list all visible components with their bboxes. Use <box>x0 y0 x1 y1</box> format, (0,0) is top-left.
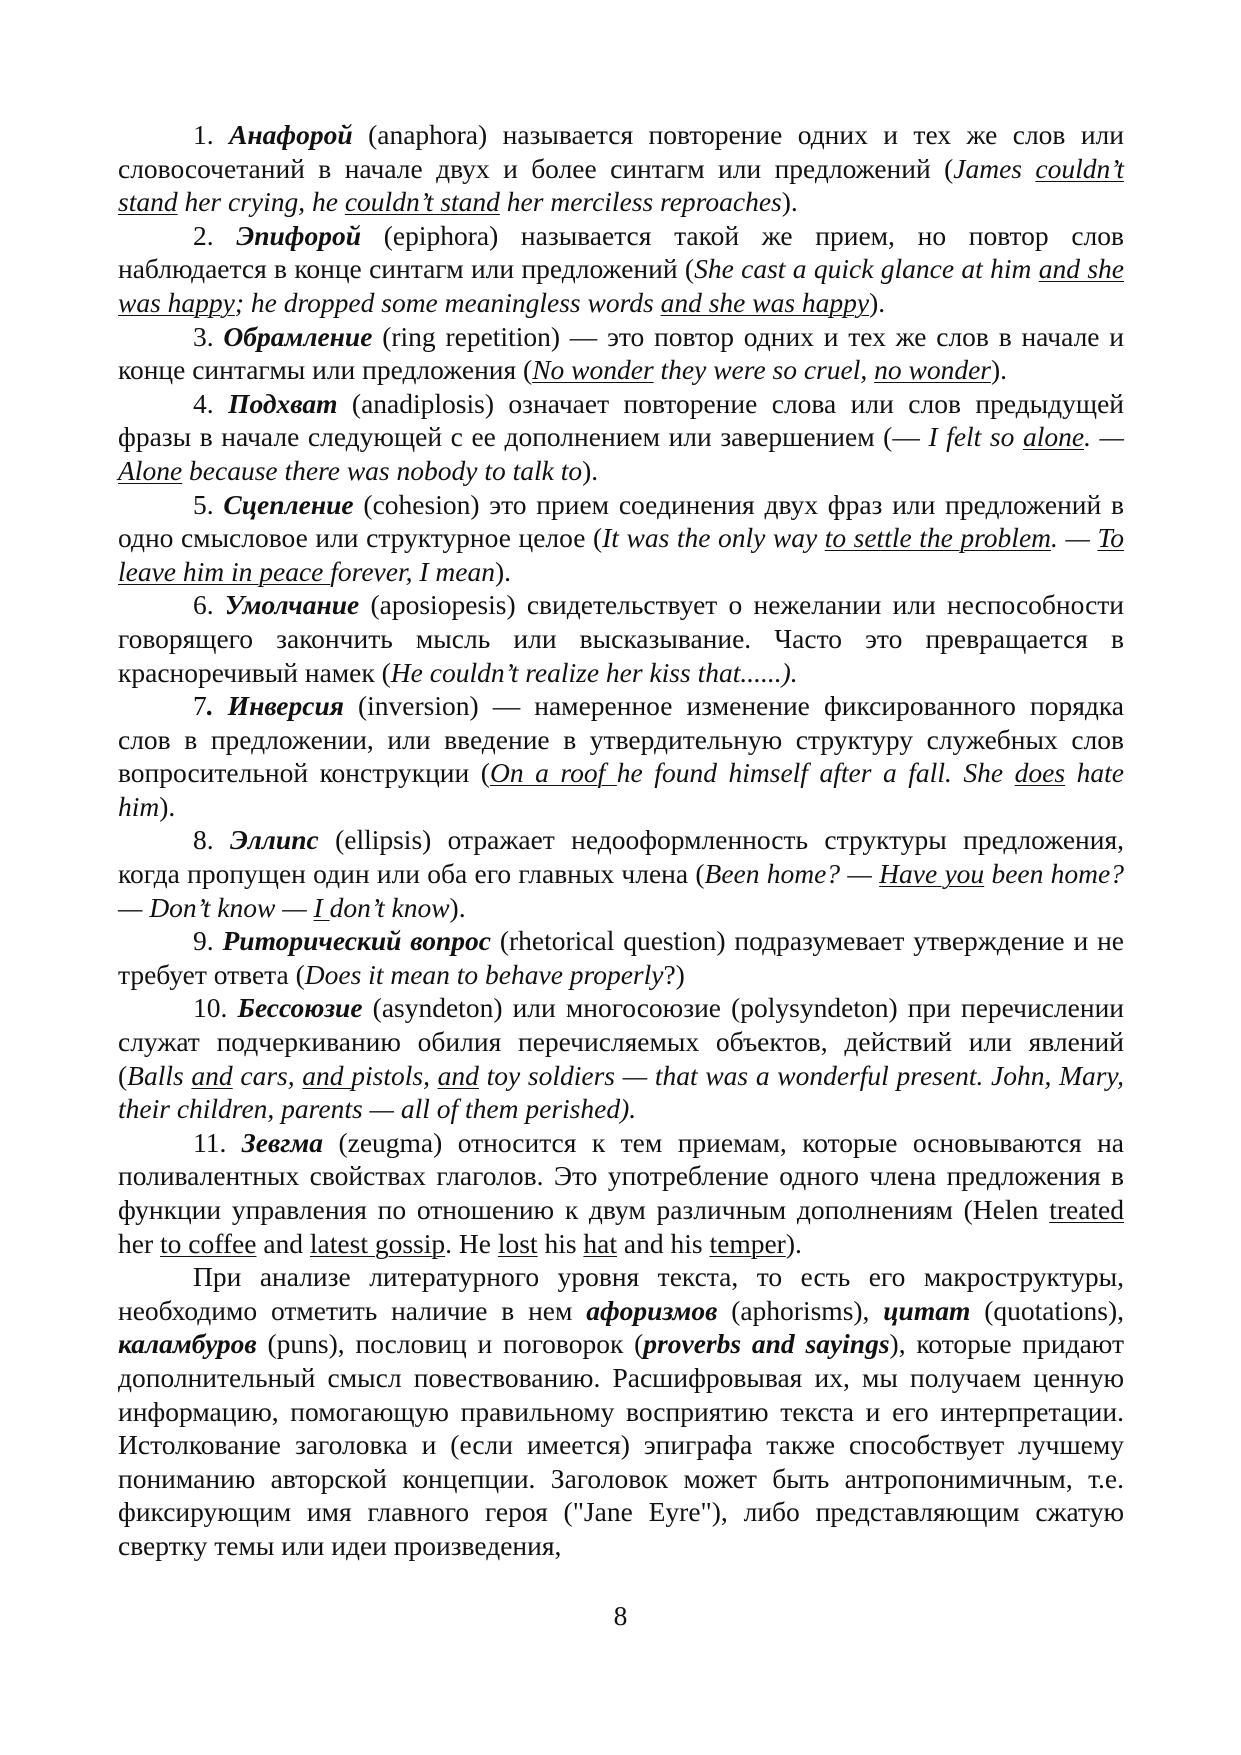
text-run: (cohesion) это прием соединения двух фраз или предложений в одно смысловое или структурное целое ( <box>118 488 1124 554</box>
text-run: been home? — Don’t know — <box>118 858 1124 923</box>
paragraph-aposiopesis <box>118 588 1124 689</box>
text-run: (anaphora) называется повторение одних и тех же слов или словосочетаний в начале двух и более синтагм или предложений ( <box>118 119 1124 184</box>
text-run: He couldn’t realize her kiss that......). <box>390 656 798 688</box>
text-run: Alone <box>118 454 183 486</box>
text-run: to coffee <box>160 1227 257 1259</box>
text-run: ?) <box>663 958 685 990</box>
text-run: ), которые придают дополнительный смысл повествованию. Расшифровывая их, мы получаем ценную информацию, помогающую правильному восприятию текста и его интерпретации. Истолкование заголовка и (если имеется) эпиграфа также способствует лучшему пониманию авторской концепции. Заголовок может быть антропонимичным, т.е. фиксирующим имя главного героя ("Jane Eyre"), либо представляющим сжатую свертку темы или идеи произведения, <box>118 1328 1124 1561</box>
term-text: каламбуров <box>118 1328 257 1360</box>
text-run: ). <box>781 186 798 218</box>
term-text: proverbs and sayings <box>643 1328 890 1360</box>
text-run: I felt so <box>928 421 1023 453</box>
text-run: (puns), пословиц и поговорок ( <box>256 1328 644 1360</box>
paragraph-epiphora <box>118 219 1124 320</box>
paragraph-anadiplosis <box>118 387 1124 488</box>
text-run: and she was happy <box>660 286 870 318</box>
text-run: ). <box>449 891 466 923</box>
text-run: 10. <box>193 992 238 1024</box>
term-text: Обрамление <box>223 320 373 352</box>
text-run: ). <box>990 354 1008 386</box>
paragraph-anaphora <box>118 118 1124 219</box>
text-run: Been home? — <box>704 858 880 890</box>
text-run: her crying, he <box>177 186 345 218</box>
term-text: Сцепление <box>223 488 354 520</box>
text-run: James <box>953 152 1036 184</box>
text-run: On a roof <box>489 757 617 789</box>
term-text: цитат <box>883 1294 971 1326</box>
paragraph-rhetorical-question <box>118 924 1124 991</box>
term-text: Бессоюзие <box>237 992 363 1024</box>
text-run: It was the only way <box>602 522 825 554</box>
text-run: (quotations), <box>970 1294 1124 1326</box>
text-run: ). <box>582 454 599 486</box>
text-run: and <box>256 1227 310 1259</box>
text-run: and his <box>617 1227 710 1259</box>
text-run: . — <box>1051 522 1098 554</box>
text-run: (aposiopesis) свидетельствует о нежелании или неспособности говорящего закончить мысль или высказывание. Часто это превращается в красноречивый намек ( <box>118 589 1125 688</box>
text-run: he found himself after a fall. She <box>616 757 1015 789</box>
text-run: To leave him in peace <box>118 522 1124 587</box>
text-run: Have you <box>879 858 985 890</box>
text-run: (asyndeton) или многосоюзие (polysyndeton) при перечислении служат подчеркиванию обилия перечисляемых объектов, действий или явлений ( <box>118 992 1124 1091</box>
text-run: don’t know <box>329 891 450 923</box>
text-run: no wonder <box>874 354 991 386</box>
text-run: ). <box>869 286 886 318</box>
text-run: couldn’t stand <box>344 186 500 218</box>
text-run: 6. <box>193 589 225 621</box>
text-run: her merciless reproaches <box>499 186 782 218</box>
term-text: Эллипс <box>229 824 319 856</box>
text-run: No wonder <box>532 354 654 386</box>
text-run: and she was happy <box>118 253 1125 318</box>
text-run: 5. <box>193 488 224 520</box>
term-text: Анафорой <box>229 119 353 150</box>
text-run: (inversion) — намеренное изменение фиксированного порядка слов в предложении, или введение в утвердительную структуру служебных слов вопросительной конструкции ( <box>118 690 1125 789</box>
text-run: 7 <box>193 690 207 722</box>
text-run: latest gossip <box>309 1227 446 1259</box>
text-run: 9. <box>193 925 223 957</box>
text-run: ; he dropped some meaningless words <box>234 286 661 318</box>
text-run: and <box>437 1059 479 1091</box>
text-run: She cast a quick glance at him <box>694 253 1039 285</box>
paragraph-literary-level <box>118 1260 1124 1562</box>
text-run: Balls <box>127 1059 192 1091</box>
text-run: temper <box>709 1227 786 1259</box>
text-run: Does it mean to behave properly <box>304 958 664 990</box>
text-run: hat <box>583 1227 618 1259</box>
text-run: ). <box>494 555 512 587</box>
text-run: 11. <box>193 1126 242 1158</box>
text-run: alone <box>1022 421 1085 453</box>
text-run: couldn’t stand <box>118 152 1124 218</box>
text-run: . — <box>1084 421 1124 453</box>
term-text: Подхват <box>228 387 338 419</box>
text-run: (rhetorical question) подразумевает утверждение и не требует ответа ( <box>118 925 1124 990</box>
text-run: При анализе литературного уровня текста, то есть его макроструктуры, необходимо отметить наличие в нем <box>118 1261 1124 1326</box>
term-text: Риторический вопрос <box>222 925 491 957</box>
text-run: does <box>1014 757 1066 789</box>
text-run: forever, I mean <box>330 555 495 587</box>
text-run: 2. <box>193 219 237 251</box>
text-run: ). <box>785 1227 802 1259</box>
term-text: афоризмов <box>586 1294 718 1326</box>
text-run: 8. <box>193 824 230 856</box>
text-run: her <box>118 1227 160 1259</box>
page-number: 8 <box>613 1600 628 1631</box>
text-run: . He <box>445 1227 498 1259</box>
text-run: toy soldiers — that was a wonderful present. John, Mary, their children, parents — all of them perished). <box>118 1059 1124 1125</box>
text-run: 4. <box>193 387 229 419</box>
text-run: I <box>313 891 330 923</box>
text-run: and <box>302 1059 352 1091</box>
paragraph-inversion <box>118 689 1124 823</box>
text-run: (anadiplosis) означает повторение слова или слов предыдущей фразы в начале следующей с ее дополнением или завершением (— <box>118 387 1124 453</box>
text-run: his <box>537 1227 584 1259</box>
paragraph-cohesion <box>118 488 1124 589</box>
text-run: they were so cruel, <box>653 354 875 386</box>
term-text: . Инверсия <box>206 690 344 722</box>
paragraph-ellipsis <box>118 823 1124 924</box>
text-run: (epiphora) называется такой же прием, но повтор слов наблюдается в конце синтагм или предложений ( <box>118 219 1125 285</box>
text-run: treated <box>1049 1194 1124 1225</box>
text-run: because there was nobody to talk to <box>182 454 583 486</box>
term-text: Эпифорой <box>236 219 362 251</box>
text-run: 3. <box>193 320 224 352</box>
text-run: hate him <box>118 757 1124 822</box>
text-run: ). <box>159 790 176 822</box>
text-run: pistols, <box>351 1059 438 1091</box>
paragraph-zeugma <box>118 1126 1124 1260</box>
text-run: (ellipsis) отражает недооформленность структуры предложения, когда пропущен один или оба его главных члена ( <box>118 824 1125 890</box>
text-run: (ring repetition) — это повтор одних и тех же слов в начале и конце синтагмы или предложения ( <box>118 320 1125 386</box>
text-run: cars, <box>232 1059 303 1091</box>
text-run: (aphorisms), <box>717 1294 884 1326</box>
text-run: lost <box>497 1227 538 1259</box>
text-run: (zeugma) относится к тем приемам, которые основываются на поливалентных свойствах глаголов. Это употребление одного члена предложения в функции управления по отношению к двум различным дополнениям (Helen <box>118 1126 1125 1225</box>
text-run: 1. <box>193 119 230 150</box>
body-text <box>118 118 1124 1563</box>
paragraph-asyndeton <box>118 991 1124 1125</box>
paragraph-ring-repetition <box>118 320 1124 387</box>
term-text: Умолчание <box>224 589 360 621</box>
text-run: and <box>191 1059 233 1091</box>
term-text: Зевгма <box>241 1126 324 1158</box>
text-run: to settle the problem <box>824 522 1052 554</box>
